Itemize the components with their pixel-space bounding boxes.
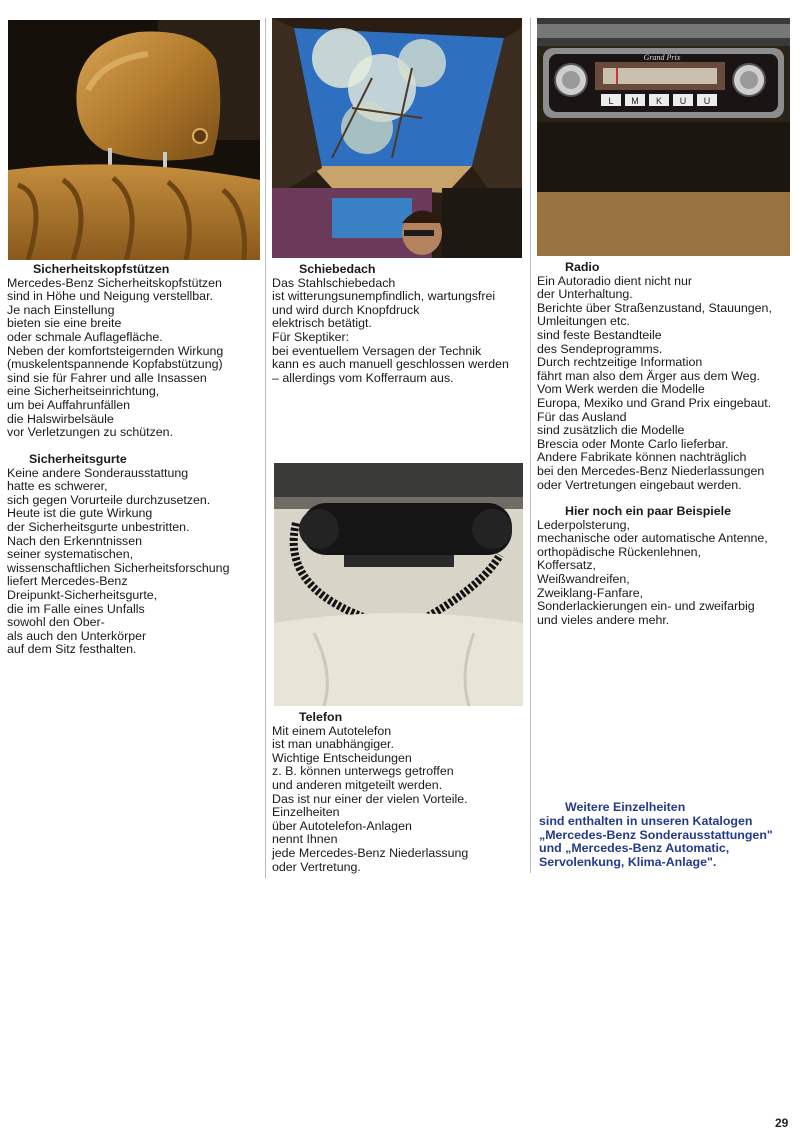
radio-title: Radio — [565, 260, 600, 274]
examples-line: Koffersatz, — [537, 558, 597, 573]
headrests-line: Mercedes-Benz Sicherheitskopfstützen — [7, 275, 222, 290]
section-examples — [537, 505, 768, 627]
headrests-line: eine Sicherheitseinrichtung, — [7, 384, 160, 399]
catalog-note-line: Servolenkung, Klima-Anlage". — [539, 855, 717, 870]
belts-title: Sicherheitsgurte — [29, 452, 127, 466]
telephone-line: und anderen mitgeteilt werden. — [272, 777, 443, 792]
belts-line: hatte es schwerer, — [7, 479, 108, 494]
headrests-line: bieten sie eine breite — [7, 316, 122, 331]
radio-line: Vom Werk werden die Modelle — [537, 382, 705, 397]
radio-line: Brescia oder Monte Carlo lieferbar. — [537, 436, 729, 451]
radio-line: bei den Mercedes-Benz Niederlassungen — [537, 463, 765, 478]
telephone-line: Wichtige Entscheidungen — [272, 750, 412, 765]
sunroof-line: Das Stahlschiebedach — [272, 275, 396, 290]
examples-title: Hier noch ein paar Beispiele — [565, 504, 731, 518]
headrests-line: (muskelentspannende Kopfabstützung) — [7, 357, 223, 372]
telephone-photo — [274, 463, 523, 706]
page-number: 29 — [775, 1116, 789, 1130]
radio-button-u1: U — [679, 96, 687, 106]
belts-line: seiner systematischen, — [7, 547, 134, 562]
belts-line: wissenschaftlichen Sicherheitsforschung — [7, 560, 230, 575]
belts-line: der Sicherheitsgurte unbestritten. — [7, 519, 190, 534]
headrests-line: sind in Höhe und Neigung verstellbar. — [7, 289, 213, 304]
headrests-line: sind sie für Fahrer und alle Insassen — [7, 370, 207, 385]
telephone-line: ist man unabhängiger. — [272, 737, 394, 752]
catalog-note-line: und „Mercedes-Benz Automatic, — [539, 841, 730, 856]
telephone-line: z. B. können unterwegs getroffen — [272, 764, 454, 779]
headrests-line: um bei Auffahrunfällen — [7, 397, 131, 412]
sunroof-line: kann es auch manuell geschlossen werden — [272, 357, 509, 372]
examples-line: mechanische oder automatische Antenne, — [537, 531, 768, 546]
sunroof-line: – allerdings vom Kofferraum aus. — [272, 370, 454, 385]
radio-line: Für das Ausland — [537, 409, 627, 424]
belts-line: als auch den Unterkörper — [7, 628, 147, 643]
belts-line: Nach den Erkenntnissen — [7, 533, 143, 548]
telephone-line: jede Mercedes-Benz Niederlassung — [272, 845, 469, 860]
belts-line: liefert Mercedes-Benz — [7, 574, 128, 589]
examples-line: Weißwandreifen, — [537, 571, 630, 586]
telephone-line: nennt Ihnen — [272, 832, 338, 847]
radio-line: Umleitungen etc. — [537, 314, 630, 329]
examples-line: Lederpolsterung, — [537, 517, 630, 532]
radio-button-u2: U — [703, 96, 711, 106]
headrest-photo — [8, 20, 260, 260]
telephone-line: über Autotelefon-Anlagen — [272, 818, 412, 833]
belts-line: die im Falle eines Unfalls — [7, 601, 145, 616]
radio-line: Berichte über Straßenzustand, Stauungen, — [537, 300, 772, 315]
section-headrests — [7, 263, 223, 440]
section-radio — [537, 261, 772, 492]
belts-line: sich gegen Vorurteile durchzusetzen. — [7, 492, 211, 507]
belts-line: auf dem Sitz festhalten. — [7, 642, 137, 657]
telephone-title: Telefon — [299, 710, 343, 724]
radio-button-k: K — [655, 96, 663, 106]
column-divider-right — [530, 18, 531, 873]
catalog-note-line: sind enthalten in unseren Katalogen — [539, 813, 753, 828]
sunroof-line: ist witterungsunempfindlich, wartungsfrei — [272, 289, 496, 304]
radio-line: oder Vertretungen eingebaut werden. — [537, 477, 742, 492]
catalog-note-line: Weitere Einzelheiten — [565, 800, 686, 814]
radio-line: sind zusätzlich die Modelle — [537, 423, 685, 438]
telephone-line: Das ist nur einer der vielen Vorteile. — [272, 791, 468, 806]
telephone-line: Einzelheiten — [272, 805, 340, 820]
radio-line: Andere Fabrikate können nachträglich — [537, 450, 747, 465]
belts-line: Dreipunkt-Sicherheitsgurte, — [7, 587, 158, 602]
radio-button-l: L — [608, 96, 614, 106]
radio-line: fährt man also dem Ärger aus dem Weg. — [537, 368, 760, 383]
headrests-line: die Halswirbelsäule — [7, 411, 114, 426]
radio-line: sind feste Bestandteile — [537, 327, 662, 342]
belts-line: sowohl den Ober- — [7, 615, 105, 630]
radio-line: des Sendeprogramms. — [537, 341, 663, 356]
section-sunroof — [272, 263, 509, 385]
sunroof-line: Für Skeptiker: — [272, 329, 350, 344]
column-divider-left — [265, 18, 266, 878]
telephone-line: oder Vertretung. — [272, 859, 361, 874]
section-telephone — [272, 711, 468, 874]
radio-photo — [537, 18, 790, 256]
belts-line: Keine andere Sonderausstattung — [7, 465, 189, 480]
headrests-line: Neben der komfortsteigernden Wirkung — [7, 343, 224, 358]
radio-line: Europa, Mexiko und Grand Prix eingebaut. — [537, 395, 772, 410]
radio-line: Durch rechtzeitige Information — [537, 355, 703, 370]
sunroof-line: bei eventuellem Versagen der Technik — [272, 343, 482, 358]
radio-button-m: M — [631, 96, 639, 106]
headrests-line: vor Verletzungen zu schützen. — [7, 425, 173, 440]
belts-line: Heute ist die gute Wirkung — [7, 506, 153, 521]
catalog-note — [539, 801, 773, 870]
section-belts — [7, 453, 229, 657]
examples-line: und vieles andere mehr. — [537, 612, 670, 627]
headrests-line: oder schmale Auflagefläche. — [7, 329, 163, 344]
radio-brand-logo: Grand Prix — [643, 53, 681, 62]
examples-line: Sonderlackierungen ein- und zweifarbig — [537, 599, 755, 614]
examples-line: orthopädische Rückenlehnen, — [537, 544, 701, 559]
headrests-title: Sicherheitskopfstützen — [33, 262, 170, 276]
telephone-line: Mit einem Autotelefon — [272, 723, 392, 738]
sunroof-line: elektrisch betätigt. — [272, 316, 372, 331]
radio-line: Ein Autoradio dient nicht nur — [537, 273, 692, 288]
catalog-note-line: „Mercedes-Benz Sonderausstattungen" — [539, 827, 773, 842]
radio-line: der Unterhaltung. — [537, 287, 633, 302]
sunroof-title: Schiebedach — [299, 262, 376, 276]
sunroof-photo — [272, 18, 522, 258]
sunroof-line: und wird durch Knopfdruck — [272, 302, 420, 317]
headrests-line: Je nach Einstellung — [7, 302, 115, 317]
examples-line: Zweiklang-Fanfare, — [537, 585, 644, 600]
